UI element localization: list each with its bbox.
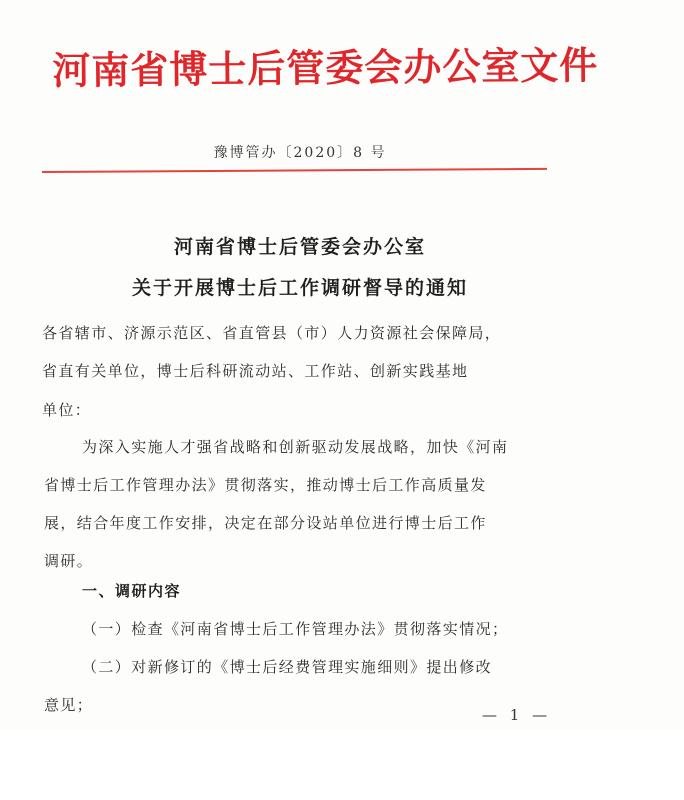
item1-text: （一）检查《河南省博士后工作管理办法》贯彻落实情况； [82,620,509,638]
red-header-rule [42,168,547,173]
document-number: 豫博管办〔2020〕8 号 [213,145,387,161]
addressee-line2: 省直有关单位，博士后科研流动站、工作站、创新实践基地 [42,362,469,380]
paragraph1-line1: 为深入实施人才强省战略和创新驱动发展战略，加快《河南 [82,438,509,456]
paragraph1-line3: 展，结合年度工作安排，决定在部分设站单位进行博士后工作 [44,514,487,532]
item2-line1: （二）对新修订的《博士后经费管理实施细则》提出修改 [82,658,493,676]
section1-heading: 一、调研内容 [82,582,182,600]
notice-title-line1: 河南省博士后管委会办公室 [173,236,426,258]
document-header-title: 河南省博士后管委会办公室文件 [52,42,599,93]
page-number: — 1 — [482,706,552,724]
item2-line2: 意见； [44,696,94,714]
addressee-line1: 各省辖市、济源示范区、省直管县（市）人力资源社会保障局， [42,324,502,342]
paragraph1-line4: 调研。 [44,552,94,570]
addressee-line3: 单位： [42,401,92,419]
notice-title-line2: 关于开展博士后工作调研督导的通知 [131,277,468,299]
paragraph1-line2: 省博士后工作管理办法》贯彻落实，推动博士后工作高质量发 [44,476,487,494]
